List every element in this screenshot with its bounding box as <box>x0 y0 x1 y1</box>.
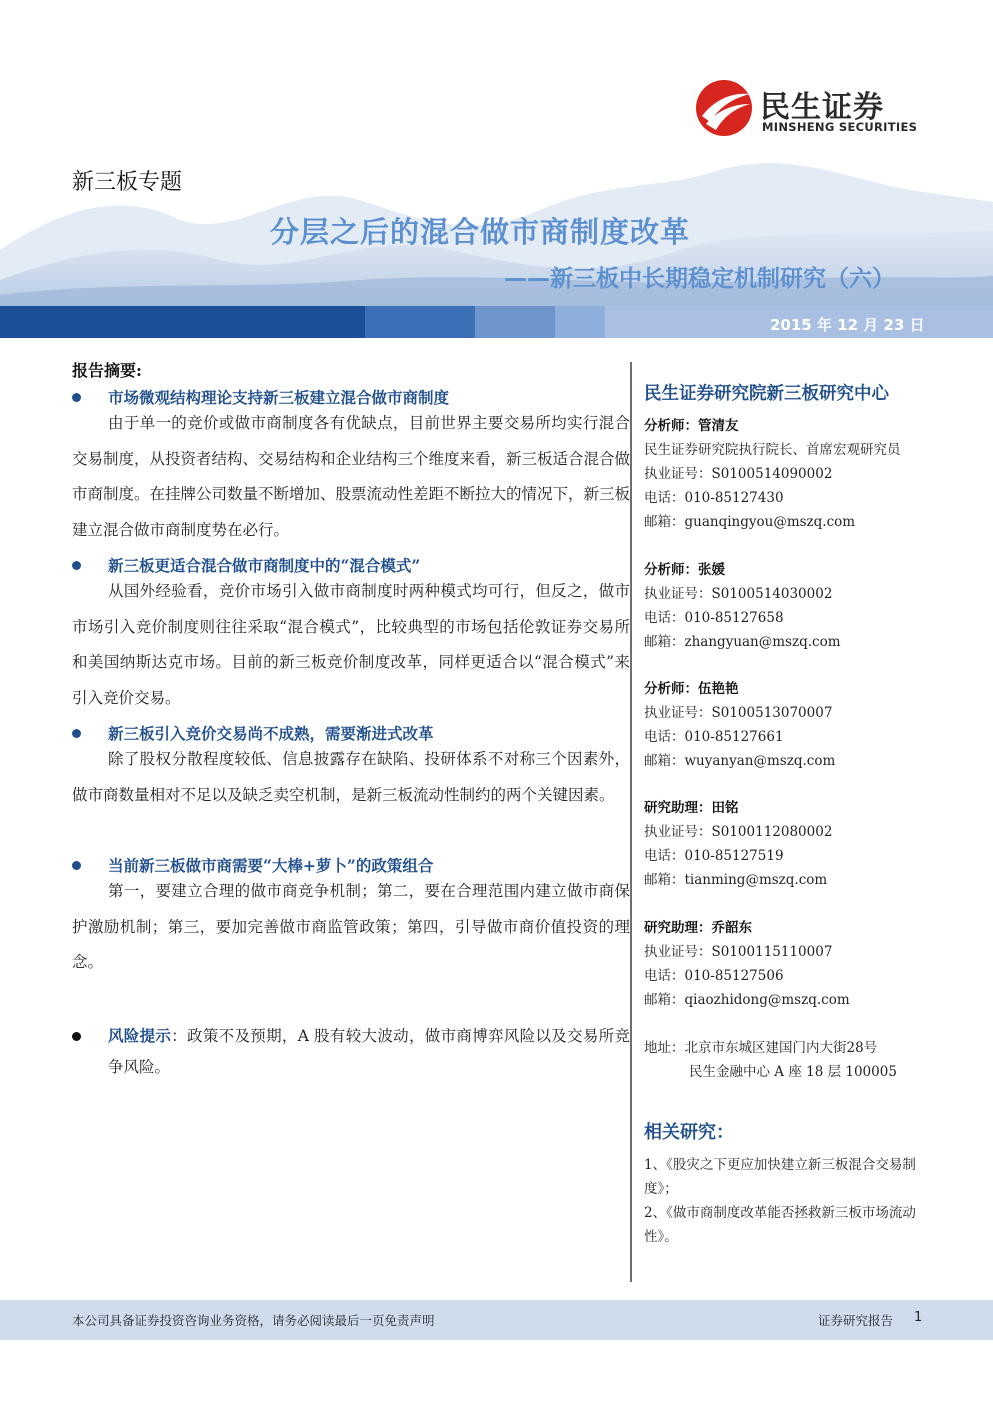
assistant-contact: 研究助理：田铭 执业证号：S0100112080002 电话：010-85127519 邮箱：tianming@mszq.com <box>644 796 944 892</box>
column-divider <box>630 362 632 1282</box>
summary-paragraph-4: 第一，要建立合理的做市商竞争机制；第二，要在合理范围内建立做市商保护激励机制；第三，要加完善做市商监管政策；第四，引导做市商价值投资的理念。 <box>72 882 630 971</box>
report-title: 分层之后的混合做市商制度改革 <box>270 215 691 249</box>
bullet-icon <box>72 393 81 402</box>
logo-icon <box>694 78 754 138</box>
risk-text: ：政策不及预期，A 股有较大波动，做市商博弈风险以及交易所竞争风险。 <box>108 1027 630 1076</box>
related-research-item: 2、《做市商制度改革能否拯救新三板市场流动性》。 <box>644 1205 916 1245</box>
report-subtitle: ——新三板中长期稳定机制研究（六） <box>504 266 895 292</box>
analyst-email: 邮箱：wuyanyan@mszq.com <box>644 753 836 769</box>
summary-paragraph-1: 由于单一的竞价或做市商制度各有优缺点，目前世界主要交易所均实行混合交易制度，从投资者结构、交易结构和企业结构三个维度来看，新三板适合混合做市商制度。在挂牌公司数量不断增加、股票流动性差距不断拉大的情况下，新三板建立混合做市商制度势在必行。 <box>72 414 631 539</box>
analyst-email: 邮箱：zhangyuan@mszq.com <box>644 634 841 650</box>
related-research-item: 1、《股灾之下更应加快建立新三板混合交易制度》； <box>644 1157 916 1197</box>
page-number: 1 <box>914 1310 923 1325</box>
analyst-name: 管清友 <box>698 418 739 434</box>
assistant-email: 邮箱：tianming@mszq.com <box>644 872 828 888</box>
assistant-contact: 研究助理：乔韶东 执业证号：S0100115110007 电话：010-85127506 邮箱：qiaozhidong@mszq.com <box>644 916 944 1012</box>
report-date: 2015 年 12 月 23 日 <box>770 316 925 334</box>
analyst-contact: 分析师：伍艳艳 执业证号：S0100513070007 电话：010-85127661 邮箱：wuyanyan@mszq.com <box>644 677 944 773</box>
bullet-icon <box>72 1032 81 1041</box>
related-research-title: 相关研究： <box>644 1122 734 1143</box>
bullet-icon <box>72 729 81 738</box>
assistant-email: 邮箱：qiaozhidong@mszq.com <box>644 992 850 1008</box>
analyst-contact: 分析师：张媛 执业证号：S0100514030002 电话：010-85127658 邮箱：zhangyuan@mszq.com <box>644 558 944 654</box>
bullet-icon <box>72 561 81 570</box>
summary-paragraph-2: 从国外经验看，竞价市场引入做市商制度时两种模式均可行，但反之，做市市场引入竞价制度则往往采取“混合模式”，比较典型的市场包括伦敦证券交易所和美国纳斯达克市场。目前的新三板竞价制度改革，同样更适合以“混合模式”来引入竞价交易。 <box>72 582 630 707</box>
office-address: 地址：北京市东城区建国门内大街28号 民生金融中心 A 座 18 层 100005 <box>644 1040 897 1080</box>
analyst-name: 伍艳艳 <box>698 681 739 697</box>
analyst-email: 邮箱：guanqingyou@mszq.com <box>644 514 856 530</box>
research-center-name: 民生证券研究院新三板研究中心 <box>644 384 889 404</box>
risk-label: 风险提示 <box>108 1026 172 1045</box>
assistant-name: 乔韶东 <box>711 920 752 936</box>
logo-text-en: MINSHENG SECURITIES <box>762 120 918 134</box>
related-research-list <box>644 1153 944 1249</box>
footer-disclaimer: 本公司具备证券投资咨询业务资格，请务必阅读最后一页免责声明 <box>72 1313 435 1328</box>
summary-paragraph-3: 除了股权分散程度较低、信息披露存在缺陷、投研体系不对称三个因素外，做市商数量相对不足以及缺乏卖空机制，是新三板流动性制约的两个关键因素。 <box>72 750 630 804</box>
report-type: 新三板专题 <box>72 170 183 195</box>
summary-title: 报告摘要: <box>72 361 142 380</box>
footer-label: 证券研究报告 <box>818 1313 894 1328</box>
company-logo <box>694 78 924 138</box>
assistant-name: 田铭 <box>711 800 739 816</box>
bullet-icon <box>72 861 81 870</box>
logo-text-cn: 民生证券 <box>760 90 884 125</box>
analyst-contact: 分析师：管清友 民生证券研究院执行院长、首席宏观研究员 执业证号：S0100514090002 电话：010-85127430 邮箱：guanqingyou@mszq.com <box>644 414 944 534</box>
analyst-name: 张媛 <box>698 562 725 578</box>
